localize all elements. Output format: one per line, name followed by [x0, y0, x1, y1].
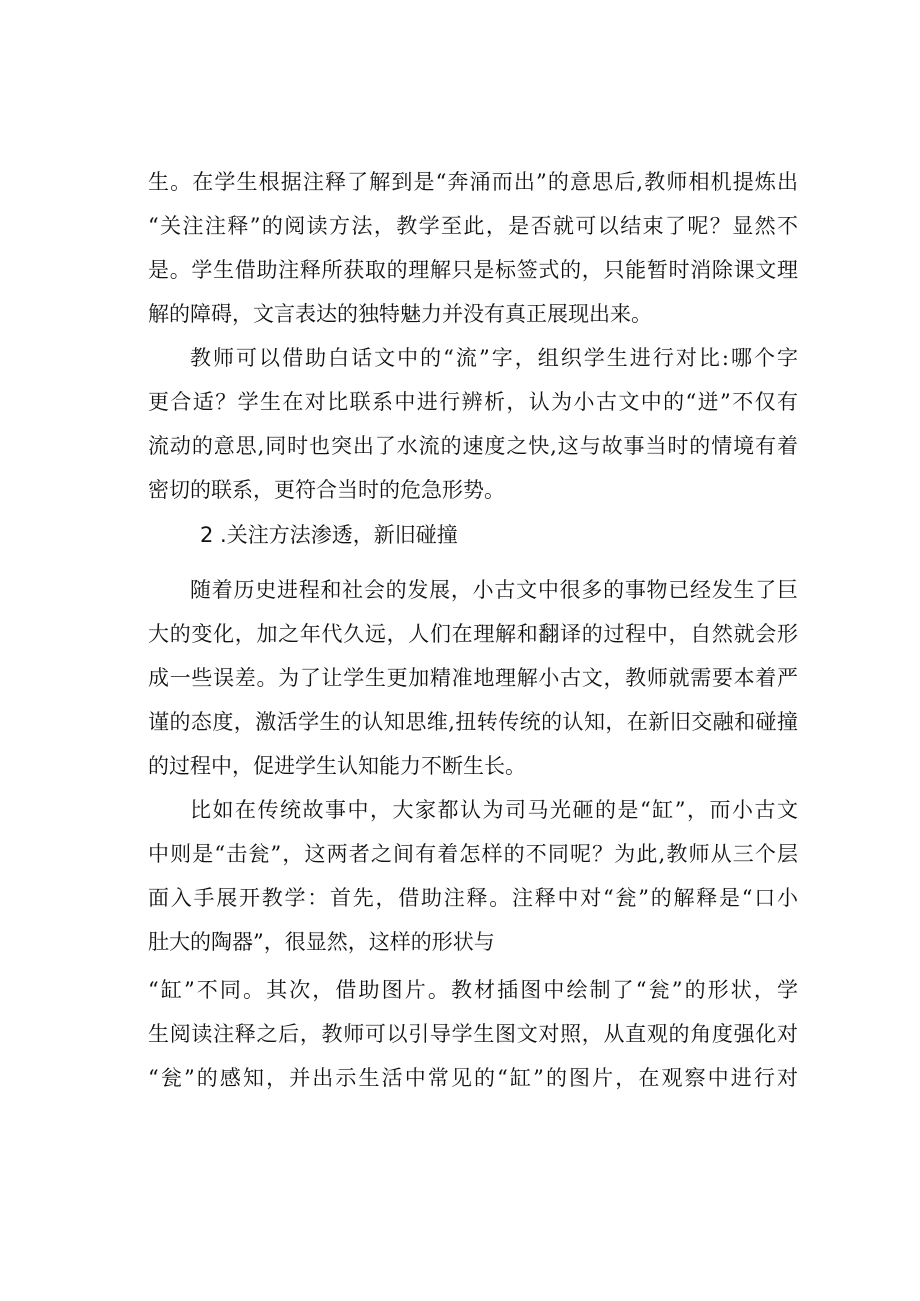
paragraph-4-line-3: 面入手展开教学：首先，借助注释。注释中对“瓮”的解释是“口小: [148, 886, 798, 910]
paragraph-3-line-1: 随着历史进程和社会的发展，小古文中很多的事物已经发生了巨: [190, 578, 798, 602]
paragraph-2-line-1: 教师可以借助白话文中的“流”字，组织学生进行对比:哪个字: [190, 346, 798, 370]
paragraph-2-line-3: 流动的意思,同时也突出了水流的速度之快,这与故事当时的情境有着: [148, 434, 798, 458]
paragraph-4-line-1: 比如在传统故事中，大家都认为司马光砸的是“缸”，而小古文: [190, 798, 798, 822]
paragraph-3-line-3: 成一些误差。为了让学生更加精准地理解小古文，教师就需要本着严: [148, 666, 798, 690]
paragraph-1-line-3: 是。学生借助注释所获取的理解只是标签式的，只能暂时消除课文理: [148, 258, 798, 282]
paragraph-4-line-4: 肚大的陶器”，很显然，这样的形状与: [148, 930, 495, 954]
paragraph-5-line-3: “瓮”的感知，并出示生活中常见的“缸”的图片，在观察中进行对: [148, 1066, 798, 1090]
paragraph-3-line-4: 谨的态度，激活学生的认知思维,扭转传统的认知，在新旧交融和碰撞: [148, 710, 798, 734]
paragraph-3-line-2: 大的变化，加之年代久远，人们在理解和翻译的过程中，自然就会形: [148, 622, 798, 646]
paragraph-4-line-2: 中则是“击瓮”，这两者之间有着怎样的不同呢？为此,教师从三个层: [148, 842, 798, 866]
paragraph-2-line-4: 密切的联系，更符合当时的危急形势。: [148, 478, 505, 502]
paragraph-1-line-1: 生。在学生根据注释了解到是“奔涌而出”的意思后,教师相机提炼出: [148, 170, 798, 194]
paragraph-5-line-2: 生阅读注释之后，教师可以引导学生图文对照，从直观的角度强化对: [148, 1022, 798, 1046]
paragraph-5-line-1: “缸”不同。其次，借助图片。教材插图中绘制了“瓮”的形状，学: [148, 978, 798, 1002]
section-heading: 2 .关注方法渗透，新旧碰撞: [200, 523, 458, 547]
paragraph-1-line-2: “关注注释”的阅读方法，教学至此，是否就可以结束了呢？显然不: [148, 214, 798, 238]
paragraph-3-line-5: 的过程中，促进学生认知能力不断生长。: [148, 754, 526, 778]
paragraph-1-line-4: 解的障碍，文言表达的独特魅力并没有真正展现出来。: [148, 302, 652, 326]
paragraph-2-line-2: 更合适？学生在对比联系中进行辨析，认为小古文中的“迸”不仅有: [148, 390, 798, 414]
